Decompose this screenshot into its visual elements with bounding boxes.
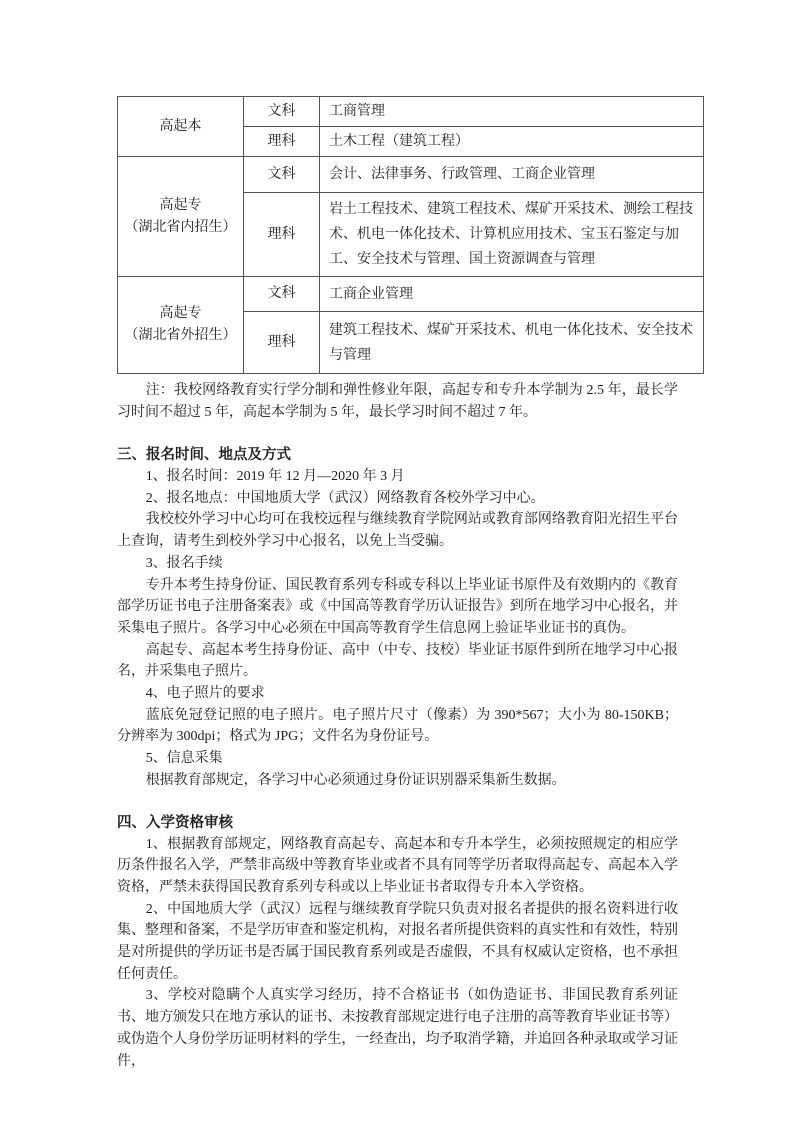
body-paragraph: 1、根据教育部规定，网络教育高起专、高起本和专升本学生，必须按照规定的相应学历条件报名入学，严禁非高级中等教育毕业或者不具有同等学历者取得高起专、高起本入学资格，严禁未获得国民教育系列专科或以上毕业证书者取得专升本入学资格。 — [117, 836, 678, 895]
program-level-label: 高起本 — [159, 118, 202, 134]
table-row — [118, 157, 704, 193]
body-paragraph: 根据教育部规定，各学习中心必须通过身份证识别器采集新生数据。 — [145, 772, 566, 788]
body-paragraph: 3、学校对隐瞒个人真实学习经历，持不合格证书（如伪造证书、非国民教育系列证书、地方颁发只在地方承认的证书、未按教育部规定进行电子注册的高等教育毕业证书等）或伪造个人身份学历证明材料的学生，一经查出，均予取消学籍，并追回各种录取或学习证件， — [117, 988, 678, 1069]
body-paragraph: 我校校外学习中心均可在我校远程与继续教育学院网站或教育部网络教育阳光招生平台上查询，请考生到校外学习中心报名，以免上当受骗。 — [117, 512, 678, 550]
table-row — [118, 97, 704, 127]
majors-cell: 土木工程（建筑工程） — [320, 127, 704, 157]
program-sublevel-label: （湖北省外招生） — [124, 328, 237, 343]
track-cell: 文科 — [244, 277, 320, 312]
track-cell: 理科 — [244, 193, 320, 277]
table-row — [118, 277, 704, 312]
section-4-heading: 四、入学资格审核 — [117, 814, 233, 831]
program-sublevel-label: （湖北省内招生） — [124, 219, 237, 235]
body-paragraph: 2、中国地质大学（武汉）远程与继续教育学院只负责对报名者提供的报名资料进行收集、整理和备案，不是学历审查和鉴定机构，对报名者所提供资料的真实性和有效性，特别是对所提供的学历证书是否属于国民教育系列或是否虚假，不具有权威认定资格，也不承担任何责任。 — [117, 901, 678, 982]
track-cell: 理科 — [244, 312, 320, 374]
majors-cell: 会计、法律事务、行政管理、工商企业管理 — [320, 157, 704, 193]
majors-cell: 工商管理 — [320, 97, 704, 127]
body-paragraph: 3、报名手续 — [145, 555, 223, 571]
program-level-cell — [118, 277, 244, 374]
program-level-cell — [118, 157, 244, 277]
track-cell: 文科 — [244, 97, 320, 127]
document-content — [117, 96, 693, 1072]
program-level-cell — [118, 97, 244, 157]
body-paragraph: 5、信息采集 — [145, 751, 223, 767]
program-table — [117, 96, 704, 374]
section-3-heading: 三、报名时间、地点及方式 — [117, 447, 291, 463]
body-paragraph: 1、报名时间：2019 年 12 月—2020 年 3 月 — [145, 469, 405, 484]
program-level-label: 高起专 — [159, 197, 202, 213]
majors-cell: 岩土工程技术、建筑工程技术、煤矿开采技术、测绘工程技术、机电一体化技术、计算机应用技术、宝玉石鉴定与加工、安全技术与管理、国土资源调查与管理 — [320, 193, 704, 277]
body-paragraph: 蓝底免冠登记照的电子照片。电子照片尺寸（像素）为 390*567；大小为 80-150KB；分辨率为 300dpi；格式为 JPG；文件名为身份证号。 — [117, 707, 678, 745]
body-paragraph: 4、电子照片的要求 — [145, 686, 265, 702]
table-note: 注：我校网络教育实行学分制和弹性修业年限，高起专和专升本学制为 2.5 年，最长学习时间不超过 5 年，高起本学制为 5 年，最长学习时间不超过 7 年。 — [117, 383, 678, 420]
body-paragraph: 2、报名地点：中国地质大学（武汉）网络教育各校外学习中心。 — [145, 490, 545, 506]
majors-cell: 建筑工程技术、煤矿开采技术、机电一体化技术、安全技术与管理 — [320, 312, 704, 374]
track-cell: 文科 — [244, 157, 320, 193]
body-paragraph: 高起专、高起本考生持身份证、高中（中专、技校）毕业证书原件到所在地学习中心报名，并采集电子照片。 — [117, 642, 678, 680]
majors-cell: 工商企业管理 — [320, 277, 704, 312]
program-level-label: 高起专 — [159, 306, 202, 321]
track-cell: 理科 — [244, 127, 320, 157]
body-paragraph: 专升本考生持身份证、国民教育系列专科或专科以上毕业证书原件及有效期内的《教育部学历证书电子注册备案表》或《中国高等教育学历认证报告》到所在地学习中心报名，并采集电子照片。各学习中心必须在中国高等教育学生信息网上验证毕业证书的真伪。 — [117, 577, 678, 636]
